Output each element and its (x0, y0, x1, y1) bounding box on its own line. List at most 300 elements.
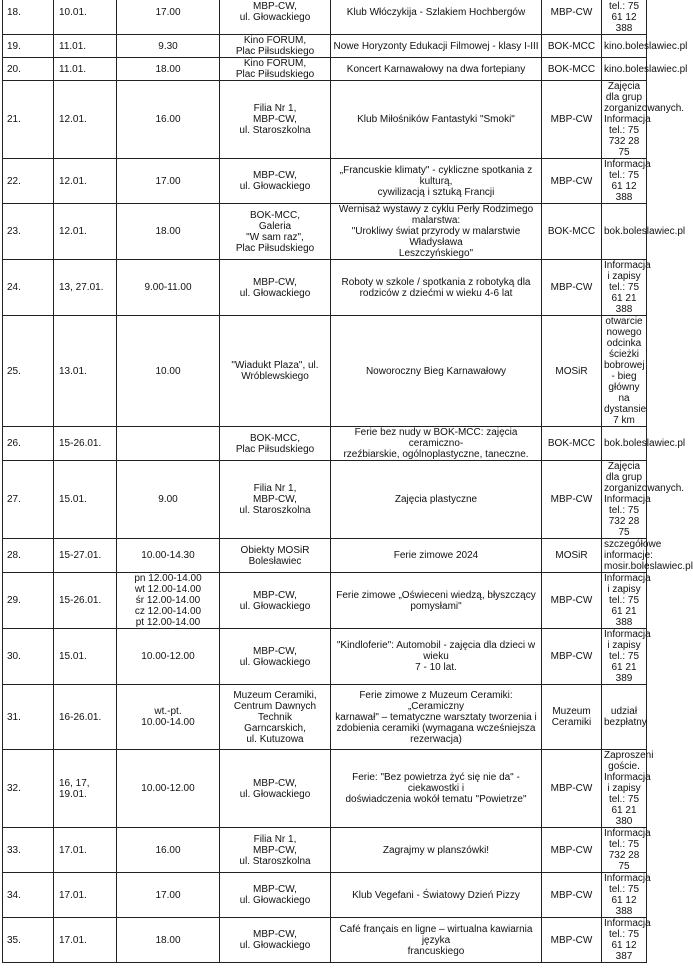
place-cell-line: Obiekty MOSiR (240, 544, 310, 556)
row-number-cell (3, 260, 54, 316)
event-name-cell-line: Roboty w szkole / spotkania z robotyką dla (341, 276, 531, 288)
event-name-cell (331, 204, 542, 260)
info-cell (602, 828, 651, 873)
place-cell-line: Filia Nr 1, (253, 483, 297, 494)
time-cell-line: 18.00 (155, 63, 181, 75)
date-cell (54, 159, 117, 204)
row-number-cell-line: 25. (7, 365, 21, 377)
place-cell-line: ul. Staroszkolna (239, 505, 311, 516)
date-cell (54, 58, 117, 81)
organizer-cell (542, 918, 602, 963)
place-cell-line: Filia Nr 1, (253, 833, 297, 845)
place-cell (220, 316, 331, 427)
time-cell (117, 629, 220, 685)
info-cell-line: szczegółowe (604, 539, 662, 550)
info-cell-line: Informacja (604, 828, 651, 839)
table-row (3, 316, 647, 427)
event-name-cell-line: Leszczyńskiego" (398, 248, 474, 259)
time-cell-line: wt.-pt. (154, 706, 182, 717)
info-cell (602, 81, 685, 159)
time-cell-line: śr 12.00-14.00 (135, 595, 201, 606)
info-cell-line: bok.boleslawiec.pl (604, 438, 686, 449)
organizer-cell-line: MBP-CW (550, 175, 593, 187)
row-number-cell-line: 19. (7, 40, 21, 52)
row-number-cell (3, 35, 54, 58)
date-cell (54, 260, 117, 316)
event-name-cell-line: Wernisaż wystawy z cyklu Perły Rodzimego (338, 204, 534, 215)
info-cell (602, 629, 651, 685)
row-number-cell (3, 81, 54, 159)
info-cell (602, 461, 685, 539)
row-number-cell-line: 22. (7, 175, 21, 187)
info-cell-line: tel.: 75 732 28 75 (608, 505, 640, 538)
events-table (2, 0, 693, 963)
event-name-cell (331, 873, 542, 918)
place-cell-line: Plac Piłsudskiego (235, 443, 315, 455)
organizer-cell-line: BOK-MCC (547, 63, 596, 75)
row-number-cell (3, 750, 54, 828)
time-cell-line: 10.00-14.30 (141, 550, 195, 561)
info-cell (602, 873, 651, 918)
place-cell (220, 828, 331, 873)
place-cell-line: ul. Głowackiego (239, 600, 311, 612)
event-name-cell-line: Ferie bez nudy w BOK-MCC: zajęcia ceramiczno- (354, 427, 518, 449)
info-cell-line: Zaproszeni goście. (604, 750, 654, 772)
organizer-cell (542, 58, 602, 81)
place-cell-line: "W sam raz", (246, 231, 304, 243)
row-number-cell (3, 204, 54, 260)
time-cell-line: 9.00-11.00 (144, 282, 192, 293)
date-cell-line: 15.01. (59, 494, 87, 505)
table-row (3, 260, 647, 316)
time-cell (117, 204, 220, 260)
row-number-cell-line: 21. (7, 114, 21, 125)
events-table-body (3, 0, 693, 963)
place-cell-line: ul. Głowackiego (239, 940, 311, 951)
event-name-cell-line: cywilizacją i sztuką Francji (377, 186, 495, 198)
table-row (3, 81, 647, 159)
place-cell-line: MBP-CW, (253, 884, 297, 895)
row-number-cell (3, 427, 54, 461)
time-cell-line: pn 12.00-14.00 (134, 573, 202, 584)
info-cell-line: tel.: 75 61 21 380 (608, 794, 640, 827)
table-row (3, 159, 647, 204)
time-cell (117, 573, 220, 629)
event-name-cell (331, 159, 542, 204)
time-cell (117, 0, 220, 35)
event-name-cell-line: Ferie: "Bez powietrza żyć się nie da" - ciekawostki i (352, 772, 520, 794)
info-cell-line: tel.: 75 61 21 389 (608, 651, 640, 684)
row-number-cell-line: 33. (7, 844, 21, 856)
info-cell-line: tel.: 75 61 12 388 (608, 884, 640, 917)
place-cell-line: BOK-MCC, (250, 432, 300, 444)
date-cell-line: 11.01. (59, 63, 87, 75)
date-cell-line: 12.01. (59, 175, 87, 187)
table-row (3, 0, 647, 35)
organizer-cell-line: BOK-MCC (547, 226, 596, 237)
time-cell (117, 81, 220, 159)
event-name-cell (331, 629, 542, 685)
organizer-cell (542, 573, 602, 629)
table-row (3, 828, 647, 873)
info-cell-line: Informacja i zapisy (604, 260, 651, 282)
info-cell-line: udział bezpłatny (604, 706, 647, 728)
place-cell-line: MBP-CW, (253, 276, 297, 288)
organizer-cell (542, 0, 602, 35)
event-name-cell-line: malarstwa: (411, 215, 461, 226)
place-cell-line: "Wiadukt Plaza", ul. (231, 360, 319, 371)
event-name-cell (331, 750, 542, 828)
time-cell (117, 58, 220, 81)
organizer-cell-line: BOK-MCC (547, 438, 596, 449)
date-cell-line: 16-26.01. (59, 711, 102, 723)
organizer-cell (542, 316, 602, 427)
table-row (3, 427, 647, 461)
place-cell (220, 0, 331, 35)
row-number-cell (3, 873, 54, 918)
place-cell-line: ul. Głowackiego (239, 895, 311, 906)
organizer-cell (542, 685, 602, 750)
info-cell-line: tel.: 75 61 21 388 (608, 595, 640, 628)
date-cell-line: 19.01. (59, 788, 87, 800)
event-name-cell (331, 828, 542, 873)
place-cell (220, 629, 331, 685)
place-cell (220, 35, 331, 58)
time-cell (117, 539, 220, 573)
date-cell-line: 13.01. (59, 365, 87, 377)
table-row (3, 629, 647, 685)
place-cell-line: ul. Głowackiego (239, 181, 311, 192)
row-number-cell-line: 31. (7, 711, 21, 723)
organizer-cell-line: MBP-CW (550, 114, 593, 125)
event-name-cell-line: francuskiego (407, 945, 465, 957)
time-cell (117, 427, 220, 461)
date-cell-line: 17.01. (59, 889, 87, 901)
time-cell-line: 17.00 (155, 889, 181, 901)
organizer-cell (542, 750, 602, 828)
table-row (3, 35, 647, 58)
place-cell-line: Technik (258, 711, 292, 723)
time-cell-line: 18.00 (155, 226, 181, 237)
event-name-cell-line: "Kindloferie": Automobil - zajęcia dla dzieci w wieku (336, 640, 536, 662)
event-name-cell (331, 35, 542, 58)
row-number-cell (3, 58, 54, 81)
event-name-cell (331, 539, 542, 573)
date-cell-line: 10.01. (59, 6, 87, 18)
organizer-cell (542, 629, 602, 685)
row-number-cell-line: 24. (7, 282, 21, 293)
info-cell-line: kino.boleslawiec.pl (604, 63, 688, 75)
info-cell (602, 58, 688, 81)
place-cell-line: Muzeum Ceramiki, (233, 689, 317, 701)
place-cell-line: Kino FORUM, (243, 58, 307, 69)
date-cell (54, 461, 117, 539)
date-cell-line: 15-26.01. (59, 438, 102, 449)
organizer-cell (542, 35, 602, 58)
row-number-cell (3, 316, 54, 427)
place-cell-line: MBP-CW, (253, 929, 297, 940)
row-number-cell (3, 573, 54, 629)
time-cell-line: 10.00 (155, 365, 181, 377)
date-cell (54, 873, 117, 918)
place-cell (220, 750, 331, 828)
time-cell (117, 685, 220, 750)
place-cell (220, 204, 331, 260)
date-cell (54, 204, 117, 260)
info-cell-line: Informacja i zapisy (604, 573, 651, 595)
place-cell (220, 573, 331, 629)
place-cell-line: ul. Głowackiego (239, 12, 311, 23)
table-row (3, 461, 647, 539)
info-cell (602, 0, 647, 35)
place-cell-line: Bolesławiec (248, 555, 302, 567)
event-name-cell-line: pomysłami" (410, 600, 462, 612)
place-cell-line: Plac Piłsudskiego (235, 46, 315, 57)
date-cell-line: 17.01. (59, 934, 87, 946)
table-row (3, 58, 647, 81)
row-number-cell-line: 32. (7, 783, 21, 794)
info-cell (602, 204, 686, 260)
event-name-cell-line: Klub Włóczykija - Szlakiem Hochbergów (346, 6, 526, 18)
event-name-cell (331, 461, 542, 539)
place-cell-line: ul. Staroszkolna (239, 125, 311, 136)
date-cell-line: 11.01. (59, 40, 87, 52)
place-cell (220, 81, 331, 159)
event-name-cell-line: Koncert Karnawałowy na dwa fortepiany (346, 63, 526, 75)
place-cell-line: Kino FORUM, (243, 35, 307, 46)
time-cell (117, 750, 220, 828)
event-name-cell (331, 316, 542, 427)
place-cell-line: ul. Staroszkolna (239, 855, 311, 867)
info-cell-line: Informacja i zapisy (604, 772, 651, 794)
place-cell-line: Galeria (258, 220, 292, 232)
time-cell (117, 35, 220, 58)
date-cell-line: 15-26.01. (59, 595, 102, 606)
info-cell-line: bok.boleslawiec.pl (604, 226, 686, 237)
time-cell-line: 18.00 (155, 934, 181, 946)
organizer-cell-line: Ceramiki (551, 717, 592, 728)
info-cell-line: tel.: 75 61 12 388 (608, 1, 640, 34)
row-number-cell-line: 30. (7, 651, 21, 662)
row-number-cell (3, 0, 54, 35)
place-cell-line: Wróblewskiego (241, 371, 309, 382)
event-name-cell (331, 260, 542, 316)
organizer-cell-line: MBP-CW (550, 844, 593, 856)
organizer-cell-line: MOSiR (555, 365, 588, 377)
row-number-cell-line: 26. (7, 438, 21, 449)
info-cell-line: mosir.boleslawiec.pl (604, 561, 693, 572)
date-cell (54, 316, 117, 427)
row-number-cell (3, 159, 54, 204)
event-name-cell (331, 58, 542, 81)
organizer-cell-line: Muzeum (552, 706, 591, 717)
date-cell-line: 12.01. (59, 114, 87, 125)
date-cell (54, 0, 117, 35)
table-row (3, 204, 647, 260)
time-cell-line: 10.00-14.00 (141, 717, 195, 728)
date-cell (54, 685, 117, 750)
info-cell-line: Informacja (604, 873, 651, 884)
row-number-cell-line: 34. (7, 889, 21, 901)
date-cell (54, 828, 117, 873)
date-cell (54, 573, 117, 629)
event-name-cell-line: Ferie zimowe 2024 (393, 550, 479, 561)
row-number-cell (3, 918, 54, 963)
event-name-cell-line: Klub Miłośników Fantastyki "Smoki" (357, 114, 515, 125)
event-name-cell (331, 81, 542, 159)
time-cell-line: 10.00-12.00 (141, 651, 195, 662)
time-cell-line: 9.00 (158, 494, 178, 505)
row-number-cell (3, 828, 54, 873)
info-cell-line: bobrowej - bieg (604, 360, 645, 382)
info-cell-line: tel.: 75 61 21 388 (608, 282, 640, 315)
place-cell-line: ul. Kutuzowa (246, 733, 304, 745)
organizer-cell-line: MBP-CW (550, 282, 593, 293)
organizer-cell-line: MBP-CW (550, 6, 593, 18)
date-cell (54, 35, 117, 58)
event-name-cell-line: Café français en ligne – wirtualna kawiarnia języka (339, 923, 533, 946)
event-name-cell-line: rodziców z dziećmi w wieku 4-6 lat (359, 287, 513, 299)
time-cell (117, 873, 220, 918)
organizer-cell-line: MBP-CW (550, 783, 593, 794)
row-number-cell (3, 685, 54, 750)
time-cell-line: 10.00-12.00 (141, 783, 195, 794)
time-cell (117, 316, 220, 427)
event-name-cell-line: rezerwacja) (410, 733, 462, 745)
place-cell-line: ul. Głowackiego (239, 788, 311, 800)
row-number-cell (3, 629, 54, 685)
time-cell-line: 16.00 (155, 844, 181, 856)
info-cell (602, 539, 693, 573)
info-cell-line: otwarcie nowego (605, 316, 643, 338)
place-cell-line: MBP-CW, (253, 494, 297, 505)
table-row (3, 573, 647, 629)
event-name-cell-line: „Francuskie klimaty" - cykliczne spotkania z kulturą, (339, 164, 533, 187)
info-cell-line: Zajęcia dla grup (605, 81, 643, 103)
info-cell-line: Informacja (604, 114, 651, 125)
row-number-cell-line: 29. (7, 595, 21, 606)
info-cell (602, 918, 651, 963)
place-cell-line: MBP-CW, (253, 1, 297, 12)
row-number-cell (3, 539, 54, 573)
date-cell-line: 16, 17, (59, 777, 90, 789)
date-cell (54, 81, 117, 159)
place-cell (220, 461, 331, 539)
organizer-cell-line: BOK-MCC (547, 40, 596, 52)
info-cell-line: Informacja (604, 494, 651, 505)
event-name-cell-line: "Urokliwy świat przyrody w malarstwie Władysława (351, 226, 521, 248)
info-cell-line: tel.: 75 732 28 75 (608, 125, 640, 158)
info-cell-line: odcinka ścieżki (606, 338, 642, 360)
date-cell-line: 12.01. (59, 226, 87, 237)
event-name-cell-line: Noworoczny Bieg Karnawałowy (365, 365, 507, 377)
place-cell-line: ul. Głowackiego (239, 656, 311, 668)
date-cell (54, 629, 117, 685)
table-row (3, 918, 647, 963)
event-name-cell-line: zdobienia ceramiki (wymagana wcześniejsza (336, 722, 536, 734)
info-cell (602, 260, 651, 316)
organizer-cell (542, 204, 602, 260)
time-cell-line: pt 12.00-14.00 (135, 617, 201, 628)
info-cell-line: Zajęcia dla grup (605, 461, 643, 483)
organizer-cell-line: MOSiR (555, 550, 588, 561)
info-cell-line: zorganizowanych. (604, 483, 685, 494)
organizer-cell (542, 873, 602, 918)
place-cell-line: MBP-CW, (253, 777, 297, 789)
place-cell (220, 873, 331, 918)
info-cell-line: 7 km (613, 415, 635, 426)
place-cell-line: Plac Piłsudskiego (235, 242, 315, 254)
info-cell-line: Informacja (604, 159, 651, 170)
place-cell-line: MBP-CW, (253, 844, 297, 856)
event-name-cell-line: Ferie zimowe z Muzeum Ceramiki: „Ceramiczny (359, 689, 513, 712)
event-name-cell (331, 918, 542, 963)
time-cell-line: 9.30 (158, 40, 178, 52)
place-cell (220, 685, 331, 750)
event-name-cell-line: 7 - 10 lat. (415, 662, 457, 673)
place-cell (220, 58, 331, 81)
event-name-cell (331, 573, 542, 629)
info-cell-line: tel.: 75 732 28 75 (608, 839, 640, 872)
time-cell (117, 159, 220, 204)
organizer-cell (542, 828, 602, 873)
info-cell-line: Informacja (604, 918, 651, 929)
row-number-cell-line: 35. (7, 934, 21, 946)
organizer-cell-line: MBP-CW (550, 595, 593, 606)
event-name-cell-line: rzeźbiarskie, ogólnoplastyczne, taneczne. (343, 449, 529, 460)
place-cell-line: MBP-CW, (253, 170, 297, 181)
event-name-cell (331, 0, 542, 35)
row-number-cell-line: 18. (7, 6, 21, 18)
date-cell-line: 17.01. (59, 844, 87, 856)
time-cell (117, 461, 220, 539)
info-cell-line: informacje: (604, 550, 653, 561)
event-name-cell-line: karnawał" – tematyczne warsztaty tworzenia i (335, 711, 537, 723)
date-cell-line: 15-27.01. (59, 550, 102, 561)
place-cell (220, 539, 331, 573)
time-cell (117, 828, 220, 873)
info-cell (602, 685, 647, 750)
event-name-cell-line: doświadczenia wokół tematu "Powietrze" (345, 794, 527, 805)
place-cell-line: ul. Głowackiego (239, 287, 311, 299)
place-cell-line: MBP-CW, (253, 589, 297, 601)
event-name-cell-line: Zajęcia plastyczne (394, 494, 478, 505)
info-cell-line: główny na dystansie (604, 382, 647, 415)
event-name-cell-line: Klub Vegefani - Światowy Dzień Pizzy (352, 889, 520, 901)
row-number-cell-line: 20. (7, 63, 21, 75)
place-cell (220, 427, 331, 461)
organizer-cell (542, 539, 602, 573)
info-cell (602, 316, 647, 427)
table-row (3, 539, 647, 573)
table-row (3, 750, 647, 828)
info-cell (602, 427, 686, 461)
time-cell-line: cz 12.00-14.00 (134, 606, 202, 617)
info-cell-line: Informacja i zapisy (604, 629, 651, 651)
place-cell-line: MBP-CW, (253, 645, 297, 657)
info-cell (602, 750, 654, 828)
time-cell-line: 17.00 (155, 175, 181, 187)
event-name-cell-line: Zagrajmy w planszówki! (382, 844, 490, 856)
date-cell-line: 13, 27.01. (59, 282, 104, 293)
organizer-cell-line: MBP-CW (550, 934, 593, 946)
organizer-cell (542, 461, 602, 539)
time-cell-line: 17.00 (155, 6, 181, 18)
row-number-cell-line: 27. (7, 494, 21, 505)
place-cell-line: MBP-CW, (253, 114, 297, 125)
time-cell (117, 260, 220, 316)
date-cell (54, 427, 117, 461)
